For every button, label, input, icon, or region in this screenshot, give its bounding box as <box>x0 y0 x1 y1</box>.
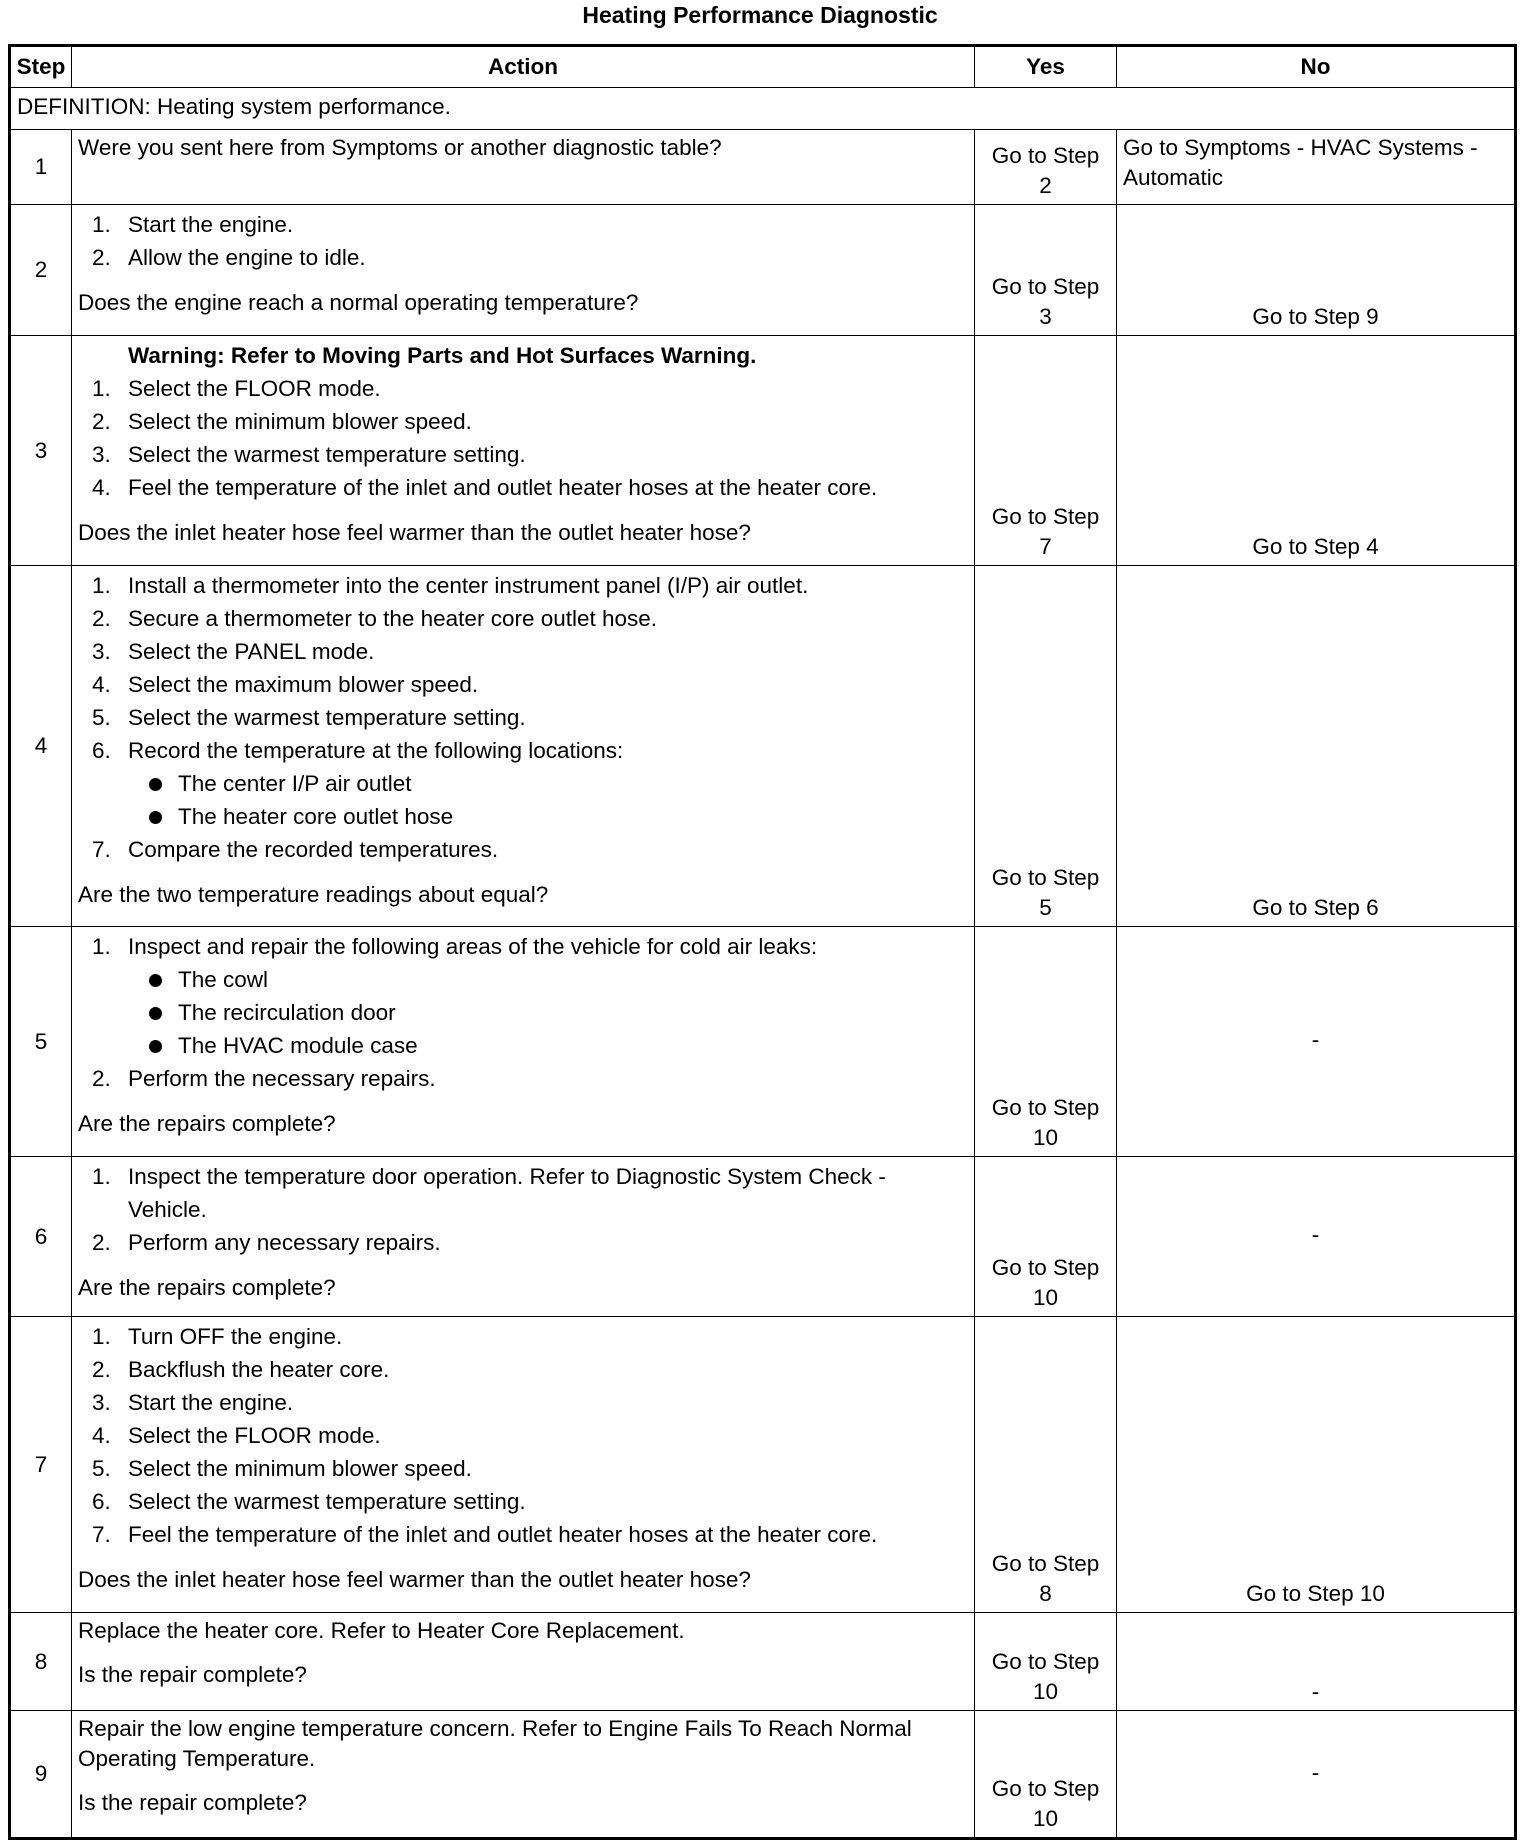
action-question: Is the repair complete? <box>78 1790 307 1815</box>
item-text: Secure a thermometer to the heater core outlet hose. <box>128 606 658 631</box>
step-item <box>78 734 968 833</box>
step-list <box>78 1320 968 1551</box>
definition-row <box>10 88 1516 130</box>
yes-goto: Go to Step <box>991 1551 1100 1576</box>
no-cell: - <box>1117 1711 1516 1839</box>
step-item <box>78 569 968 602</box>
yes-cell <box>975 566 1117 927</box>
step-number: 1 <box>10 130 72 205</box>
item-number: 1. <box>92 573 111 598</box>
header-action: Action <box>72 46 975 88</box>
yes-goto: Go to Step <box>991 1776 1100 1801</box>
header-yes: Yes <box>975 46 1117 88</box>
bullet-list <box>128 767 968 833</box>
step-item <box>78 208 968 241</box>
yes-goto: Go to Step <box>991 274 1100 299</box>
item-text: Start the engine. <box>128 1390 294 1415</box>
bullet-item: The center I/P air outlet <box>128 767 968 800</box>
step-number: 5 <box>10 927 72 1157</box>
yes-cell <box>975 205 1117 336</box>
step-item <box>78 405 968 438</box>
action-question: Are the repairs complete? <box>78 1275 336 1300</box>
yes-goto: Go to Step <box>991 143 1100 168</box>
yes-goto: 10 <box>1032 1806 1059 1831</box>
item-number: 6. <box>92 1489 111 1514</box>
item-text: Select the minimum blower speed. <box>128 409 472 434</box>
item-number: 2. <box>92 1357 111 1382</box>
item-number: 7. <box>92 1522 111 1547</box>
yes-goto: Go to Step <box>991 1649 1100 1674</box>
step-number: 7 <box>10 1317 72 1613</box>
action-cell <box>72 927 975 1157</box>
yes-cell <box>975 927 1117 1157</box>
step-item <box>78 1518 968 1551</box>
step-row <box>10 1157 1516 1317</box>
yes-cell <box>975 1157 1117 1317</box>
action-question: Does the engine reach a normal operating temperature? <box>78 290 639 315</box>
no-cell: - <box>1117 927 1516 1157</box>
step-number: 8 <box>10 1613 72 1711</box>
item-number: 2. <box>92 606 111 631</box>
yes-goto: 7 <box>1039 534 1052 559</box>
item-number: 3. <box>92 639 111 664</box>
action-intro: Replace the heater core. Refer to Heater Core Replacement. <box>78 1618 685 1643</box>
diagnostic-table <box>8 44 1517 1840</box>
item-number: 2. <box>92 245 111 270</box>
yes-cell <box>975 1613 1117 1711</box>
step-list <box>78 1160 968 1259</box>
item-number: 2. <box>92 1066 111 1091</box>
warning-text: Warning: Refer to Moving Parts and Hot Surfaces Warning. <box>128 343 757 368</box>
item-number: 1. <box>92 212 111 237</box>
item-text: Inspect and repair the following areas of the vehicle for cold air leaks: <box>128 934 818 959</box>
item-text: Inspect the temperature door operation. Refer to Diagnostic System Check - Vehicle. <box>128 1164 886 1222</box>
item-number: 1. <box>92 934 111 959</box>
yes-goto: 2 <box>1039 173 1052 198</box>
header-step: Step <box>10 46 72 88</box>
step-item <box>78 241 968 274</box>
item-number: 5. <box>92 705 111 730</box>
action-cell <box>72 336 975 566</box>
no-cell: Go to Step 9 <box>1117 205 1516 336</box>
action-cell <box>72 1613 975 1711</box>
bullet-item: The recirculation door <box>128 996 968 1029</box>
definition-text: DEFINITION: Heating system performance. <box>10 88 1516 130</box>
step-row <box>10 336 1516 566</box>
step-item <box>78 1226 968 1259</box>
item-text: Compare the recorded temperatures. <box>128 837 499 862</box>
item-text: Select the warmest temperature setting. <box>128 442 526 467</box>
step-number: 2 <box>10 205 72 336</box>
item-text: Feel the temperature of the inlet and outlet heater hoses at the heater core. <box>128 475 878 500</box>
item-text: Perform the necessary repairs. <box>128 1066 436 1091</box>
item-number: 5. <box>92 1456 111 1481</box>
step-row <box>10 130 1516 205</box>
yes-goto: 10 <box>1032 1679 1059 1704</box>
yes-goto: 3 <box>1039 304 1052 329</box>
item-number: 1. <box>92 1164 111 1189</box>
step-row <box>10 1711 1516 1839</box>
yes-goto: Go to Step <box>991 1095 1100 1120</box>
step-item <box>78 701 968 734</box>
step-item <box>78 438 968 471</box>
yes-cell <box>975 336 1117 566</box>
header-no: No <box>1117 46 1516 88</box>
item-text: Select the FLOOR mode. <box>128 1423 381 1448</box>
item-number: 4. <box>92 672 111 697</box>
action-question: Are the two temperature readings about equal? <box>78 882 549 907</box>
step-item <box>78 1419 968 1452</box>
action-intro: Repair the low engine temperature concern. Refer to Engine Fails To Reach Normal Operating Temperature. <box>78 1716 912 1771</box>
item-number: 2. <box>92 409 111 434</box>
action-cell <box>72 1317 975 1613</box>
yes-goto: Go to Step <box>991 504 1100 529</box>
item-text: Select the PANEL mode. <box>128 639 375 664</box>
item-number: 6. <box>92 738 111 763</box>
step-item <box>78 1452 968 1485</box>
step-number: 3 <box>10 336 72 566</box>
step-row <box>10 927 1516 1157</box>
action-cell <box>72 1157 975 1317</box>
action-cell <box>72 205 975 336</box>
step-item <box>78 1320 968 1353</box>
action-question: Does the inlet heater hose feel warmer than the outlet heater hose? <box>78 520 751 545</box>
yes-goto: Go to Step <box>991 865 1100 890</box>
no-cell: Go to Step 4 <box>1117 336 1516 566</box>
step-number: 6 <box>10 1157 72 1317</box>
item-number: 4. <box>92 1423 111 1448</box>
yes-goto: 10 <box>1032 1285 1059 1310</box>
item-number: 1. <box>92 1324 111 1349</box>
step-item <box>78 471 968 504</box>
step-row <box>10 205 1516 336</box>
no-cell: Go to Step 6 <box>1117 566 1516 927</box>
action-cell <box>72 130 975 205</box>
item-text: Select the maximum blower speed. <box>128 672 479 697</box>
step-item <box>78 930 968 1062</box>
bullet-list <box>128 963 968 1062</box>
yes-goto: Go to Step <box>991 1255 1100 1280</box>
item-text: Turn OFF the engine. <box>128 1324 343 1349</box>
action-question: Is the repair complete? <box>78 1662 307 1687</box>
step-number: 4 <box>10 566 72 927</box>
item-text: Select the FLOOR mode. <box>128 376 381 401</box>
no-cell: - <box>1117 1613 1516 1711</box>
bullet-item: The heater core outlet hose <box>128 800 968 833</box>
step-row <box>10 1613 1516 1711</box>
page-title: Heating Performance Diagnostic <box>582 2 938 28</box>
yes-cell <box>975 130 1117 205</box>
bullet-item: The HVAC module case <box>128 1029 968 1062</box>
action-cell <box>72 566 975 927</box>
item-text: Select the warmest temperature setting. <box>128 1489 526 1514</box>
step-row <box>10 1317 1516 1613</box>
step-item <box>78 1353 968 1386</box>
item-text: Backflush the heater core. <box>128 1357 390 1382</box>
step-list <box>78 208 968 274</box>
step-item <box>78 668 968 701</box>
item-text: Install a thermometer into the center instrument panel (I/P) air outlet. <box>128 573 809 598</box>
item-number: 4. <box>92 475 111 500</box>
yes-cell <box>975 1711 1117 1839</box>
item-text: Allow the engine to idle. <box>128 245 366 270</box>
action-question: Are the repairs complete? <box>78 1111 336 1136</box>
item-text: Select the minimum blower speed. <box>128 1456 472 1481</box>
item-text: Perform any necessary repairs. <box>128 1230 441 1255</box>
step-list <box>78 930 968 1095</box>
action-question: Does the inlet heater hose feel warmer than the outlet heater hose? <box>78 1567 751 1592</box>
yes-goto: 8 <box>1039 1581 1052 1606</box>
item-number: 1. <box>92 376 111 401</box>
step-item <box>78 1485 968 1518</box>
yes-goto: 5 <box>1039 895 1052 920</box>
action-intro: Were you sent here from Symptoms or another diagnostic table? <box>78 135 722 160</box>
step-item <box>78 1062 968 1095</box>
item-text: Select the warmest temperature setting. <box>128 705 526 730</box>
no-cell: Go to Symptoms - HVAC Systems - Automatic <box>1117 130 1516 205</box>
header-row <box>10 46 1516 88</box>
step-item <box>78 1160 968 1226</box>
item-text: Record the temperature at the following locations: <box>128 738 624 763</box>
no-cell: Go to Step 10 <box>1117 1317 1516 1613</box>
step-item <box>78 372 968 405</box>
item-text: Start the engine. <box>128 212 294 237</box>
no-cell: - <box>1117 1157 1516 1317</box>
step-list <box>78 372 968 504</box>
bullet-item: The cowl <box>128 963 968 996</box>
item-number: 7. <box>92 837 111 862</box>
yes-cell <box>975 1317 1117 1613</box>
yes-goto: 10 <box>1032 1125 1059 1150</box>
step-row <box>10 566 1516 927</box>
step-number: 9 <box>10 1711 72 1839</box>
item-number: 3. <box>92 1390 111 1415</box>
action-cell <box>72 1711 975 1839</box>
item-number: 3. <box>92 442 111 467</box>
item-text: Feel the temperature of the inlet and outlet heater hoses at the heater core. <box>128 1522 878 1547</box>
step-item <box>78 602 968 635</box>
step-list <box>78 569 968 866</box>
step-item <box>78 833 968 866</box>
item-number: 2. <box>92 1230 111 1255</box>
step-item <box>78 635 968 668</box>
step-item <box>78 1386 968 1419</box>
